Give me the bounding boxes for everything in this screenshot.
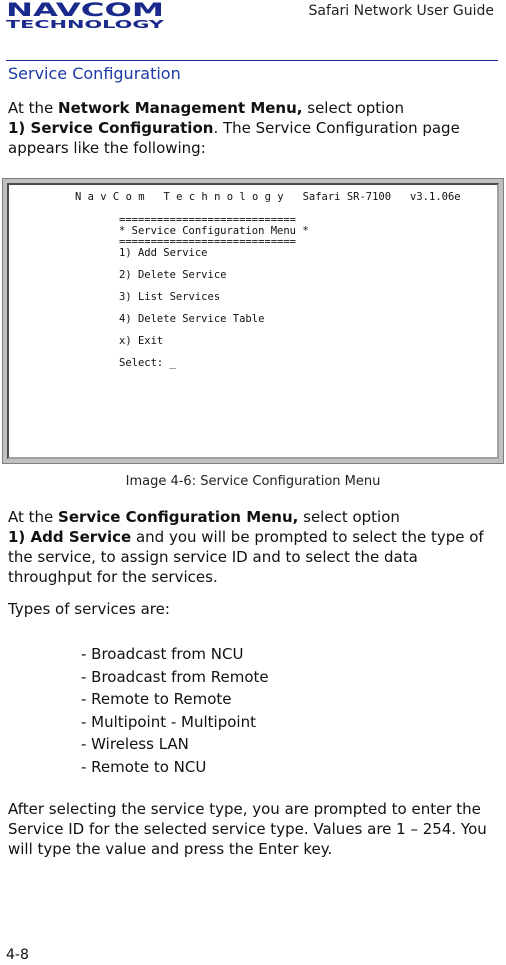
types-intro: Types of services are:: [8, 600, 170, 618]
navcom-logo: [6, 0, 166, 30]
terminal-option-delete-service[interactable]: 2) Delete Service: [119, 269, 227, 281]
section-title: Service Configuration: [8, 64, 181, 83]
terminal-banner: N a v C o m T e c h n o l o g y Safari SR-7100 v3.1.06e: [75, 191, 461, 203]
para2-text-a: At the: [8, 508, 59, 526]
intro-text-c: . The Service Configuration page appears like the following:: [8, 119, 460, 157]
service-types-list: [81, 643, 269, 778]
para2-text-b: select option: [298, 508, 400, 526]
terminal-option-add-service[interactable]: 1) Add Service: [119, 247, 208, 259]
terminal-option-exit[interactable]: x) Exit: [119, 335, 164, 347]
terminal-prompt[interactable]: Select: _: [119, 357, 176, 369]
add-service-paragraph: [8, 507, 496, 587]
list-item: - Broadcast from NCU: [81, 645, 244, 663]
list-item: - Wireless LAN: [81, 735, 189, 753]
intro-bold-a: Network Management Menu,: [58, 99, 303, 117]
list-item: - Broadcast from Remote: [81, 667, 269, 686]
list-item: - Multipoint - Multipoint: [81, 712, 256, 731]
figure-caption: Image 4-6: Service Configuration Menu: [125, 474, 381, 489]
terminal-window: [2, 178, 504, 464]
guide-title: Safari Network User Guide: [308, 3, 494, 19]
header-divider: [6, 60, 498, 61]
para2-bold-a: Service Configuration Menu,: [58, 508, 299, 526]
terminal-divider-top: ============================: [119, 214, 297, 226]
para2-text-c: and you will be prompted to select the type of the service, to assign service ID and to select the data throughput for the services.: [8, 528, 484, 586]
navcom-logo-graphic: [6, 0, 166, 30]
terminal-screen: [7, 183, 499, 459]
page-number: 4-8: [6, 947, 29, 963]
list-item: - Remote to Remote: [81, 690, 232, 708]
para2-bold-b: 1) Add Service: [8, 528, 132, 546]
list-item: - Remote to NCU: [81, 757, 207, 776]
terminal-option-list-services[interactable]: 3) List Services: [119, 291, 221, 303]
intro-paragraph: [8, 98, 496, 158]
logo-text-top: NAVCOM: [6, 0, 164, 21]
service-id-paragraph: After selecting the service type, you are prompted to enter the Service ID for the selected service type. Values are 1 – 254. You will type the value and press the Enter key.: [8, 800, 487, 858]
intro-text-b: select option: [302, 99, 405, 117]
terminal-menu-title: * Service Configuration Menu *: [119, 225, 309, 237]
terminal-divider-bottom: ============================: [119, 236, 297, 248]
terminal-option-delete-service-table[interactable]: 4) Delete Service Table: [119, 313, 265, 325]
intro-text-a: At the: [8, 99, 59, 117]
intro-bold-b: 1) Service Configuration: [8, 119, 214, 137]
logo-text-bottom: TECHNOLOGY: [6, 18, 166, 30]
